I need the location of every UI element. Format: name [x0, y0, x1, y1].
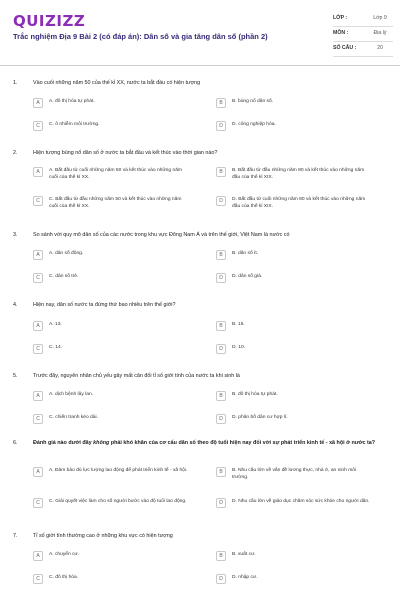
option-letter-box[interactable]: C — [33, 121, 43, 131]
option-letter-box[interactable]: A — [33, 98, 43, 108]
option-b[interactable] — [216, 250, 372, 260]
option-text: C. ô nhiễm môi trường. — [49, 122, 100, 127]
option-text: D. công nghiệp hóa. — [232, 122, 276, 127]
meta-value: Lớp 9 — [373, 15, 387, 21]
option-letter-box[interactable]: D — [216, 498, 226, 508]
option-text: A. Bắt đầu từ cuối những năm 50 và kết thúc vào những năm cuối của thế kỉ XX. — [49, 168, 182, 180]
meta-row-subject — [333, 27, 393, 42]
worksheet-header — [0, 0, 400, 66]
option-c[interactable] — [33, 121, 189, 131]
question-text: Vào cuối những năm 50 của thế kỉ XX, nước ta bắt đầu có hiện tượng — [33, 80, 201, 86]
option-text: A. 13. — [49, 322, 62, 327]
option-text: B. Bắt đầu từ đầu những năm 80 và kết thúc vào những năm đầu của thế kỉ XIX. — [232, 168, 365, 180]
option-text: D. 10. — [232, 345, 246, 350]
option-b[interactable] — [216, 321, 372, 331]
option-text: D. nhập cư. — [232, 575, 258, 580]
question-number: 3. — [13, 232, 18, 238]
option-a[interactable] — [33, 250, 189, 260]
option-text: A. Đảm bảo đủ lực lượng lao động để phát triển kinh tế - xã hội. — [49, 468, 188, 473]
option-b[interactable] — [216, 467, 372, 481]
option-c[interactable] — [33, 273, 189, 283]
option-letter-box[interactable]: D — [216, 344, 226, 354]
option-letter-box[interactable]: C — [33, 414, 43, 424]
option-letter-box[interactable]: D — [216, 574, 226, 584]
option-letter-box[interactable]: B — [216, 551, 226, 561]
option-c[interactable] — [33, 196, 189, 210]
option-text: B. bùng nổ dân số. — [232, 99, 274, 104]
option-letter-box[interactable]: D — [216, 273, 226, 283]
option-d[interactable] — [216, 498, 372, 508]
option-letter-box[interactable]: C — [33, 574, 43, 584]
option-letter-box[interactable]: C — [33, 498, 43, 508]
option-a[interactable] — [33, 321, 189, 331]
meta-label: LỚP : — [333, 15, 348, 21]
meta-label: SỐ CÂU : — [333, 45, 357, 51]
option-letter-box[interactable]: A — [33, 250, 43, 260]
option-b[interactable] — [216, 551, 372, 561]
option-a[interactable] — [33, 467, 189, 477]
meta-value: Địa lý — [373, 30, 387, 36]
option-d[interactable] — [216, 273, 372, 283]
option-text: A. dân số đông. — [49, 251, 84, 256]
meta-table — [333, 12, 393, 57]
option-text: D. phân bố dân cư hợp lí. — [232, 415, 288, 420]
option-text: D. Bắt đầu từ cuối những năm 80 và kết thúc vào những năm đầu của thế kỉ XIX. — [232, 197, 366, 209]
option-text: C. Giải quyết việc làm cho số người bước vào độ tuổi lao động. — [49, 499, 187, 504]
question-number: 6. — [13, 440, 18, 446]
emphasis-word: không — [93, 440, 110, 446]
question-number: 2. — [13, 150, 18, 156]
option-letter-box[interactable]: B — [216, 98, 226, 108]
option-letter-box[interactable]: C — [33, 196, 43, 206]
question-number: 1. — [13, 80, 18, 86]
option-letter-box[interactable]: B — [216, 391, 226, 401]
option-text: A. đô thị hóa tự phát. — [49, 99, 95, 104]
option-letter-box[interactable]: A — [33, 551, 43, 561]
option-text: B. xuất cư. — [232, 552, 256, 557]
option-letter-box[interactable]: A — [33, 167, 43, 177]
quizizz-logo: QUIZIZZ — [13, 12, 86, 30]
option-b[interactable] — [216, 98, 372, 108]
question-number: 7. — [13, 533, 18, 539]
option-letter-box[interactable]: B — [216, 467, 226, 477]
option-text: D. dân số già. — [232, 274, 263, 279]
option-text: C. đô thị hóa. — [49, 575, 79, 580]
option-letter-box[interactable]: C — [33, 273, 43, 283]
option-letter-box[interactable]: D — [216, 414, 226, 424]
option-b[interactable] — [216, 391, 372, 401]
page-title: Trắc nghiệm Địa 9 Bài 2 (có đáp án): Dân số và gia tăng dân số (phần 2) — [13, 32, 268, 41]
option-text: A. dịch bệnh lây lan. — [49, 392, 94, 397]
question-text: Tỉ số giới tính thường cao ở những khu vực có hiện tượng — [33, 533, 173, 539]
option-a[interactable] — [33, 391, 189, 401]
option-text: B. dân số ít. — [232, 251, 259, 256]
meta-label: MÔN : — [333, 30, 349, 36]
option-a[interactable] — [33, 551, 189, 561]
option-d[interactable] — [216, 574, 372, 584]
option-c[interactable] — [33, 344, 189, 354]
option-letter-box[interactable]: A — [33, 467, 43, 477]
question-text: Trước đây, nguyên nhân chủ yếu gây mất cân đối tỉ số giới tính của nước ta khi sinh là — [33, 373, 240, 379]
option-text: B. Nhu cầu lớn về vấn đề lương thực, nhà ở, an ninh môi trường. — [232, 468, 357, 480]
option-a[interactable] — [33, 167, 189, 181]
option-d[interactable] — [216, 196, 372, 210]
option-letter-box[interactable]: A — [33, 391, 43, 401]
option-letter-box[interactable]: D — [216, 121, 226, 131]
question-text: Hiện tượng bùng nổ dân số ở nước ta bắt đầu và kết thúc vào thời gian nào? — [33, 150, 218, 156]
meta-row-count — [333, 42, 393, 57]
meta-value: 20 — [377, 45, 383, 51]
option-d[interactable] — [216, 344, 372, 354]
option-text: C. 14. — [49, 345, 63, 350]
option-c[interactable] — [33, 574, 189, 584]
option-letter-box[interactable]: B — [216, 167, 226, 177]
option-letter-box[interactable]: B — [216, 321, 226, 331]
option-letter-box[interactable]: B — [216, 250, 226, 260]
option-d[interactable] — [216, 414, 372, 424]
option-text: A. chuyển cư. — [49, 552, 80, 557]
question-text: Hiện nay, dân số nước ta đứng thứ bao nhiêu trên thế giới? — [33, 302, 176, 308]
option-letter-box[interactable]: A — [33, 321, 43, 331]
option-text: C. dân số trẻ. — [49, 274, 79, 279]
option-a[interactable] — [33, 98, 189, 108]
option-d[interactable] — [216, 121, 372, 131]
question-text: So sánh với quy mô dân số của các nước trong khu vực Đông Nam Á và trên thế giới, Việt Nam là nước có — [33, 232, 290, 238]
question-number: 4. — [13, 302, 18, 308]
option-text: C. Bắt đầu từ đầu những năm 50 và kết thúc vào những năm cuối của thế kỉ XX. — [49, 197, 182, 209]
option-c[interactable] — [33, 498, 189, 508]
question-text: Đánh giá nào dưới đây không phải khó khăn của cơ cấu dân số theo độ tuổi hiện nay đối với sự phát triển kinh tế - xã hội ở nước ta? — [33, 440, 376, 446]
meta-row-class — [333, 12, 393, 27]
option-letter-box[interactable]: D — [216, 196, 226, 206]
option-c[interactable] — [33, 414, 189, 424]
option-text: B. đô thị hóa tự phát. — [232, 392, 278, 397]
question-number: 5. — [13, 373, 18, 379]
option-text: B. 15. — [232, 322, 245, 327]
option-b[interactable] — [216, 167, 372, 181]
option-text: D. Nhu cầu lớn về giáo dục chăm sóc sức khỏe cho người dân. — [232, 499, 370, 504]
option-text: C. chiến tranh kéo dài. — [49, 415, 98, 420]
option-letter-box[interactable]: C — [33, 344, 43, 354]
